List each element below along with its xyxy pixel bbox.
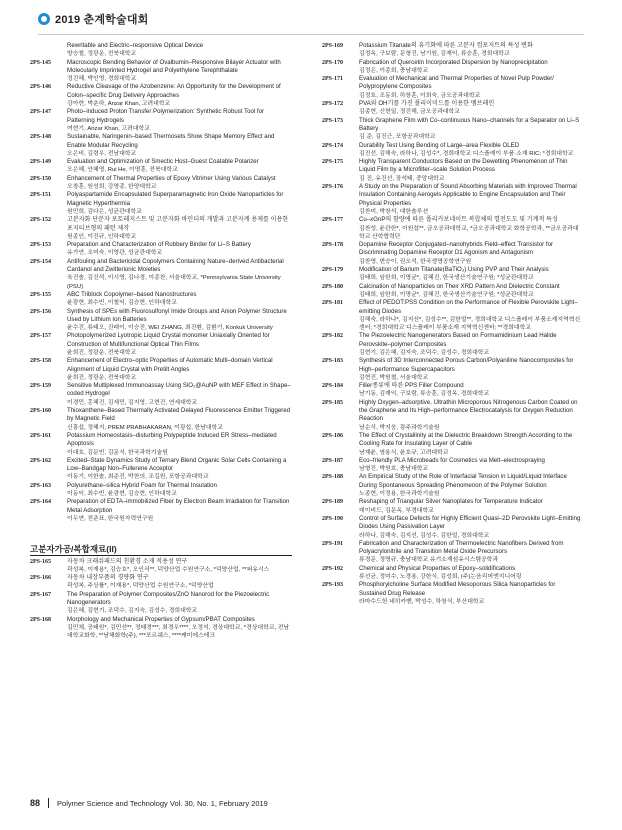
entry-authors: 오창훈, 원성희, 강영종, 한양대학교 — [67, 184, 157, 191]
program-entry — [322, 515, 584, 540]
header-divider — [38, 34, 584, 35]
entry-title: Evaluation of Mechanical and Thermal Properties of Novel Pulp Powder/ Polypropylene Composites — [359, 75, 554, 91]
entry-title: Phosphorylcholine Surface Modified Mesoporous Silica Nanoparticles for Sustained Drug Release — [359, 581, 556, 597]
entry-title: Preparation and Characterization of Rubbery Binder for Li–S Battery — [67, 241, 251, 249]
entry-title: Polyurethane–silica Hybrid Foam for Thermal Insulation — [67, 481, 217, 489]
entry-code: 2PS-152 — [30, 217, 51, 224]
entry-code: 2PS-180 — [322, 283, 343, 290]
entry-authors: 김정호, 조동희, 하창훈, 이희숙, 금오공과대학교 — [359, 92, 481, 99]
entry-code: 2PS-185 — [322, 399, 343, 406]
entry-authors: 원종인, 이진규, 인하대학교 — [67, 233, 137, 240]
entry-title: 자동차 내장부품의 경량화 연구 — [67, 574, 149, 582]
entry-authors: 김찬영, 변승이, 권오석, 한국생명공학연구원 — [359, 258, 472, 265]
entry-title: 고분자화 단분자 포토레지스트 및 고분자화 바인더의 개발과 고분자계 용제를 이용한 포지티브형의 패턴 제작 — [67, 216, 289, 232]
program-entry — [322, 100, 584, 117]
entry-title: Fabrication of Quercetin Incorporated Dispersion by Nanoprecipitation — [359, 58, 548, 66]
program-entry — [322, 399, 584, 432]
entry-authors: 남기동, 김재익, 구보람, 류승훈, 김정옥, 경희대학교 — [359, 391, 490, 398]
program-entry — [30, 591, 292, 616]
entry-title: Enhancement of Electro–optic Properties of Automatic Multi–domain Vertical Alignment of Liquid Crystal with Pretilt Angles — [67, 357, 273, 373]
entry-code: 2PS-179 — [322, 267, 343, 274]
entry-authors: 김현진, 박원철, 서울대학교 — [359, 374, 429, 381]
entry-authors: 김태희, 임한희, 이명균*, 김혜진, 한국생산기술연구원; *성균관대학교 — [359, 291, 534, 298]
entry-title: 자동차 크래쉬패드의 친환경 소재 적용성 연구 — [67, 557, 188, 565]
entry-code: 2PS-173 — [322, 117, 343, 124]
entry-authors: 라마수드헌 네히카벤, 박성수, 하창식, 부산대학교 — [359, 598, 485, 605]
entry-authors: 윤희진, 정광운, 전북대학교 — [67, 349, 137, 356]
program-entry — [322, 382, 584, 399]
entry-code: 2PS-170 — [322, 59, 343, 66]
entry-authors: 김찬미, 박창석, 대한솔루션 — [359, 208, 429, 215]
entry-code: 2PS-151 — [30, 192, 51, 199]
entry-authors: 류경문, 정명규, 충남대학교 유기소재섬유시스템공학과 — [359, 557, 499, 564]
entry-code: 2PS-149 — [30, 159, 51, 166]
page-footer — [30, 796, 592, 810]
entry-title: The Effect of Crystallinity at the Dielectric Breakdown Strength According to the Cooling Rate for Insulating Layer of Cable — [359, 431, 573, 448]
program-entry — [30, 108, 292, 133]
entry-title: Excited–State Dynamics Study of Ternary Blend Organic Solar Cells Containing a Low–Bandgap Non–Fullerene Acceptor — [67, 456, 287, 473]
entry-code: 2PS-169 — [322, 43, 343, 49]
entry-authors: 김태희, 임한희, 이명균*, 김혜진, 한국생산기술연구원; *성균관대학교 — [359, 275, 534, 282]
entry-authors: 곽성복, 주상률*, 이재용*, 덕양산업 수원연구소, *덕양산업 — [67, 583, 214, 590]
entry-code: 2PS-186 — [322, 432, 343, 439]
program-entry — [322, 241, 584, 266]
entry-title: Thioxanthene–Based Thermally Activated Delayed Fluorescence Emitter Triggered by Magnetic Field — [67, 407, 291, 423]
entry-code: 2PS-164 — [30, 499, 51, 506]
entry-code: 2PS-160 — [30, 408, 51, 415]
entry-code: 2PS-157 — [30, 333, 51, 340]
entry-authors: 이대호, 김문빈, 김문식, 한국과학기술원 — [67, 449, 168, 456]
entry-title: An Empirical Study of the Role of Interfacial Tension in Liquid/Liquid Interface During Spontaneous Spreading Phenomenon of the Polymer Solution — [359, 473, 567, 489]
entry-code: 2PS-146 — [30, 84, 51, 91]
entry-authors: 라하나, 김해숙, 김지선, 김성수, 김한얼, 경희대학교 — [359, 532, 490, 539]
entry-code: 2PS-165 — [30, 558, 51, 565]
program-entry — [322, 266, 584, 283]
entry-authors: 윤희진, 정광운, 전북대학교 — [67, 374, 137, 381]
entry-authors: 남형진, 박원호, 충남대학교 — [359, 466, 429, 473]
entry-code: 2PS-158 — [30, 358, 51, 365]
entry-title: Photopolymerized Lyotropic Liquid Crystal monomer Uniaxially Oriented for Construction of Multifunctional Optical Thin Films — [67, 332, 270, 348]
entry-code: 2PS-188 — [322, 474, 343, 481]
entry-title: Modification of Barium Titanate(BaTiO₃) Using PVP and Their Analysis — [359, 266, 549, 274]
program-entry — [30, 158, 292, 175]
entry-code: 2PS-167 — [30, 591, 51, 598]
entry-authors: 윤수진, 류태오, 진래이, 이승진, WEI ZHANG, 최진환, 김환기, Konkuk University — [67, 325, 273, 332]
entry-code: 2PS-162 — [30, 457, 51, 464]
program-entry — [30, 291, 292, 308]
entry-authors: 이경민, 홍혜진, 김세민, 김지영, 고현진, 연세대학교 — [67, 399, 198, 406]
program-entry — [30, 59, 292, 84]
program-entry — [322, 158, 584, 183]
entry-title: Calcination of Nanoparticles on Their XRD Pattern And Dielectric Constant — [359, 282, 560, 290]
entry-code: 2PS-168 — [30, 616, 51, 623]
left-column — [30, 42, 292, 640]
program-entry — [30, 616, 292, 641]
journal-citation: Polymer Science and Technology Vol. 30, No. 1, February 2019 — [57, 798, 268, 808]
program-entry — [30, 133, 292, 158]
entry-title: Sensitive Multiplexed Immunoassay Using SiO₂@AuNP with MEF Effect in Shape–coded Hydrogel — [67, 382, 291, 398]
entry-title: Rewritable and Electric–responsive Optical Device — [67, 42, 204, 49]
entry-title: Reshaping of Triangular Silver Nanoplates for Temperature Indicator — [359, 498, 543, 506]
entry-code: 2PS-159 — [30, 383, 51, 390]
entry-title: Antifouling and Bactericidal Copolymers Containing Nature–derived Antibacterial Cardanol and Zwitterionic Moieties — [67, 257, 284, 274]
entry-title: Reductive Cleavage of the Azobenzene: An Opportunity for the Development of Colon–specific Drug Delivery Approaches — [67, 83, 281, 99]
entry-authors: 오은비, 김령우, 전남대학교 — [67, 150, 137, 157]
entry-code: 2PS-161 — [30, 432, 51, 439]
entry-title: The Piezoelectric Nanogenerators Based on Formamidinium Lead Halide Perovskite–polymer Composites — [359, 332, 557, 348]
entry-code: 2PS-155 — [30, 291, 51, 298]
header-title: 2019 춘계학술대회 — [55, 14, 149, 26]
program-entry — [30, 216, 292, 241]
entry-title: Sustainable, Naringenin–based Thermosets Show Shape Memory Effect and Enable Modular Recycling — [67, 133, 275, 149]
program-entry — [30, 457, 292, 482]
entry-authors: 방승철, 정광운, 전북대학교 — [67, 51, 137, 58]
entry-code: 2PS-193 — [322, 582, 343, 589]
entry-title: Photo–induced Proton Transfer Polymerization: Synthetic Robust Tool for Patterning Hydrogels — [67, 108, 265, 124]
entry-code: 2PS-189 — [322, 499, 343, 506]
conference-logo-icon — [38, 13, 50, 25]
section-title: 고분자가공/복합재료(II) — [30, 545, 292, 555]
program-entry — [30, 258, 292, 291]
entry-title: Fabrication and Characterization of Thermoelectric Nanofibers Derived from Polyacrylonitrile and Transition Metal Oxide Precursors — [359, 539, 564, 556]
left-entry-list — [30, 59, 292, 524]
entry-authors: 노종현, 이정용, 한국과학기술원 — [359, 491, 440, 498]
entry-authors: 김해숙, 라하나*, 김지선*, 김성수**, 김한얼**, 경희대학교 디스플레이 부품소재지역혁신센터; *경희대학교 디스플레이 부품소재 지역혁신센터; **경희대학교 — [359, 316, 581, 332]
entry-authors: 남재윤, 염용식, 윤호규, 고려대학교 — [359, 449, 449, 456]
program-entry — [30, 308, 292, 333]
entry-title: Synthesis of SPEs with Fluorosulfonyl Imide Groups and Anion Polymer Structure Used by Lithium Ion Batteries — [67, 307, 287, 323]
program-entry — [30, 498, 292, 523]
section-entry-list — [30, 558, 292, 641]
entry-title: A Study on the Preparation of Sound Absorbing Materials with Improved Thermal Insulation Containing Aerogels Applicable to Engine Encapsulation and Their Physical Properties — [359, 183, 577, 207]
entry-code: 2PS-177 — [322, 217, 343, 224]
entry-code: 2PS-178 — [322, 242, 343, 249]
entry-title: Thick Graphene Film with Co–continuous Nano–channels for a Separator on Li–S Battery — [359, 116, 580, 132]
entry-title: Macroscopic Bending Behavior of Ovalbumin–Responsive Bilayer Actuator with Molecularly Imprinted Hydrogel and Polyethylene Terephthalate — [67, 58, 281, 74]
entry-authors: 데이비드, 김문옥, 부경대학교 — [359, 507, 434, 514]
entry-authors: 김정옥, 구보람, 문형진, 남기원, 김재익, 류승훈, 경희대학교 — [359, 51, 510, 58]
program-entry — [322, 183, 584, 216]
entry-authors: 김진선, 김해숙, 라하나, 김성수*, 경희대학교 디스플레이 부품·소재 RIC; *경희대학교 — [359, 150, 574, 157]
program-entry — [322, 565, 584, 582]
entry-authors: 김현기, 김은혜, 김지숙, 조덕수, 김성수, 경희대학교 — [359, 349, 490, 356]
program-entry — [30, 191, 292, 216]
program-entry — [322, 117, 584, 142]
entry-title: Durability Test Using Bending of Large–area Flexible OLED — [359, 141, 520, 149]
entry-authors: 이두연, 전준표, 한국원자력연구원 — [67, 515, 154, 522]
entry-authors: 김은혜, 김현기, 조덕수, 김지숙, 김성수, 경희대학교 — [67, 608, 198, 615]
entry-title: Polyaspartamide Encapsulated Superparamagnetic Iron Oxide Nanoparticles for Magnetic Hyperthermia — [67, 191, 284, 207]
entry-title: Control of Surface Defects for Highly Efficient Quasi–2D Perovskite Light–Emitting Diodes Using Passivation Layer — [359, 514, 581, 531]
program-entry — [30, 175, 292, 192]
program-entry — [322, 283, 584, 300]
entry-code: 2PS-148 — [30, 134, 51, 141]
entry-authors: 신흥섭, 정혜지, PREM PRABHAKARAN, 이광섭, 한남대학교 — [67, 424, 223, 431]
entry-code: 2PS-190 — [322, 515, 343, 522]
entry-authors: 김정은, 이종희, 충남대학교 — [359, 67, 429, 74]
entry-authors: 원민희, 김다은, 성균관대학교 — [67, 208, 142, 215]
entry-code: 2PS-153 — [30, 242, 51, 249]
entry-code: 2PS-175 — [322, 159, 343, 166]
program-entry — [30, 407, 292, 432]
entry-title: ABC Triblock Copolymer–based Nanostructures — [67, 290, 197, 298]
entry-title: Cu–xGnP의 함량에 따른 폴리카보네이트 복합체의 열전도도 및 기계적 특성 — [359, 216, 558, 224]
entry-code: 2PS-181 — [322, 300, 343, 307]
entry-authors: 유가연, 조미숙, 이영관, 성균관대학교 — [67, 250, 163, 257]
entry-title: Effect of PEDOT:PSS Condition on the Performance of Flexible Perovskite Light–emitting Diodes — [359, 299, 578, 315]
right-entry-list — [322, 42, 584, 606]
entry-title: Highly Oxygen–adsorptive, Ultrathin Microporous Nitrogenous Carbon Coated on the Graphene and Its High–performance Electrocatalysis for Oxygen Reduction Reaction — [359, 398, 578, 423]
program-entry — [30, 357, 292, 382]
entry-title: Filler종류에 따른 PPS Filler Compound — [359, 382, 464, 390]
entry-authors: 김 준, 김진근, 포항공과대학교 — [359, 134, 436, 141]
program-entry — [322, 216, 584, 241]
entry-title: Preparation of EDTA–immobilized Fiber by Electron Beam Irradiation for Transition Metal Adsorption — [67, 498, 290, 514]
entry-title: Highly Transparent Conductors Based on the Dewetting Phenomenon of Thin Liquid Film by a Microfilter–scale Solution Process — [359, 158, 568, 174]
entry-code: 2PS-172 — [322, 101, 343, 108]
program-entry — [30, 558, 292, 575]
entry-authors: 류선균, 정미수, 노경용, 강한식, 김성희, (주)는음리머엔지니어링 — [359, 574, 522, 580]
entry-code: 2PS-183 — [322, 358, 343, 365]
entry-title: Potassium Homeostasis–disturbing Polypeptide Induced ER Stress–mediated Apoptosis — [67, 431, 277, 448]
program-entry — [322, 498, 584, 515]
entry-title: The Preparation of Polymer Composites/ZnO Nanorod for the Piezoelectric Nanogenerators — [67, 590, 270, 606]
entry-authors: 육진솔, 김진석, 이시영, 김나경, 이종찬, 서울대학교, *Pennsylvania State University (PSU) — [67, 275, 281, 290]
entry-title: Chemical and Physical Properties of Epoxy–solidifications — [359, 564, 516, 572]
entry-code: 2PS-163 — [30, 482, 51, 489]
entry-authors: 오은혜, 안혜영, Rui He, 이명훈, 전북대학교 — [67, 167, 178, 174]
entry-authors: 김 진, 유진선, 장석태, 중앙대학교 — [359, 175, 445, 182]
program-entry — [322, 332, 584, 357]
entry-code: 2PS-166 — [30, 575, 51, 582]
program-entry — [322, 42, 584, 59]
entry-title: PVA와 OH기를 가진 폴리이미드를 이용한 멤브레인 — [359, 100, 495, 108]
entry-authors: 윤광현, 최수빈, 이철익, 김승현, 인하대학교 — [67, 300, 177, 307]
right-column — [322, 42, 584, 606]
entry-authors: 강아현, 박춘하, Anzar Khan, 고려대학교 — [67, 101, 171, 108]
program-entry — [322, 457, 584, 474]
program-entry — [30, 332, 292, 357]
program-entry — [322, 75, 584, 100]
entry-authors: 곽성복, 이재용*, 김승호*, 오인서**, 덕양산업 수원연구소, *덕양산업, **퍼유시스 — [67, 566, 270, 573]
page-header — [38, 8, 148, 30]
entry-code: 2PS-156 — [30, 308, 51, 315]
entry-code: 2PS-147 — [30, 109, 51, 116]
program-entry — [322, 357, 584, 382]
program-entry — [30, 574, 292, 591]
program-entry — [30, 482, 292, 499]
program-entry — [30, 382, 292, 407]
entry-title: Eco–friendly PLA Microbeads for Cosmetics via Melt–electrospraying — [359, 456, 545, 464]
program-entry — [322, 540, 584, 565]
program-entry — [322, 142, 584, 159]
entry-code: 2PS-191 — [322, 540, 343, 547]
program-entry — [322, 581, 584, 606]
program-entry — [30, 241, 292, 258]
entry-code: 2PS-187 — [322, 457, 343, 464]
entry-code: 2PS-174 — [322, 142, 343, 149]
entry-authors: 정진혜, 박인영, 경희대학교 — [67, 76, 137, 83]
page-number: 88 — [30, 798, 41, 808]
entry-title: Synthesis of 3D Interconnected Porous Carbon/Polyaniline Nanocomposites for High–performance Supercapacitors — [359, 357, 574, 373]
entry-title: Potassium Titanate의 유기화에 따른 고분자 컴포지트의 특성 변화 — [359, 42, 533, 49]
program-entry — [322, 432, 584, 457]
entry-title: Enhancement of Thermal Properties of Epoxy Vitrimer Using Various Catalyst — [67, 174, 276, 182]
entry-title: Dopamine Receptor Conjugated–nanohybrids Field–effect Transistor for Discriminating Dopamine Receptor D1 Agonism and Antagonism — [359, 241, 553, 257]
footer-divider — [48, 798, 49, 808]
entry-title: Morphology and Mechanical Properties of Gypsum/PBAT Composites — [67, 615, 255, 623]
entry-authors: 남순식, 박지웅, 광주과학기술원 — [359, 424, 440, 431]
entry-code: 2PS-176 — [322, 184, 343, 191]
program-entry — [322, 299, 584, 332]
program-entry — [30, 432, 292, 457]
entry-authors: 김찬성, 윤관한*, 이원섭**, 금오공과대학교, *금오공과대학교 화학공학과, **금오공과대학교 산학협력단 — [359, 225, 579, 240]
continued-entry — [30, 42, 292, 59]
program-entry — [322, 473, 584, 498]
entry-code: 2PS-145 — [30, 59, 51, 66]
entry-code: 2PS-192 — [322, 565, 343, 572]
entry-authors: 김종현, 신현일, 정진해, 금오공과대학교 — [359, 109, 460, 116]
entry-authors: 여현기, Anzar Khan, 고려대학교 — [67, 125, 150, 132]
program-entry — [30, 83, 292, 108]
entry-title: Evaluation and Optimization of Smectic Host–Guest Coatable Polarizer — [67, 158, 259, 166]
entry-code: 2PS-150 — [30, 175, 51, 182]
entry-authors: 이동기, 이한솔, 최준진, 박찬의, 조길원, 포항공과대학교 — [67, 474, 209, 481]
entry-code: 2PS-154 — [30, 258, 51, 265]
entry-authors: 김민채, 공태원*, 김민선**, 정태경***, 최경우****, 오정석, 경상대학교, *경상대학교, 전남대학교화학, **남해화학(주), ***포르쉐스, ****케미에스테크 — [67, 624, 290, 640]
program-entry — [322, 59, 584, 76]
entry-code: 2PS-184 — [322, 383, 343, 390]
entry-code: 2PS-182 — [322, 333, 343, 340]
entry-code: 2PS-171 — [322, 76, 343, 83]
entry-authors: 이동익, 최수빈, 윤광현, 김승현, 인하대학교 — [67, 491, 177, 498]
